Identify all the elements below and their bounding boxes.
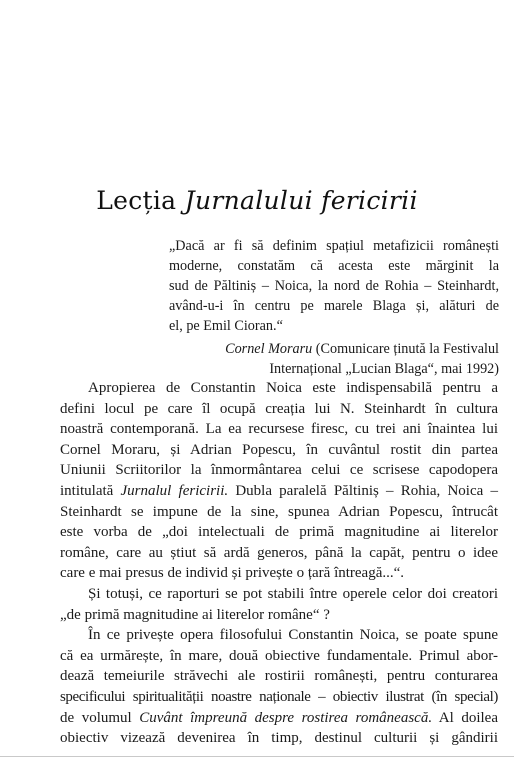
text-line — [60, 481, 498, 502]
text-segment: Al doilea — [432, 709, 498, 726]
text-line: dează temeiurile străvechi ale rostirii românești, pentru conturarea — [60, 668, 498, 685]
epigraph-source-line2: Internațional „Lucian Blaga“, mai 1992) — [269, 361, 499, 377]
book-title-cuvant: Cuvânt împreună despre rostirea românească. — [139, 709, 433, 726]
text-line: În ce privește opera filosofului Constantin Noica, se poate spune — [88, 627, 498, 644]
text-line: defini locul pe care îl ocupă creația lui N. Steinhardt în cultura — [60, 400, 498, 417]
text-line: că ea urmărește, în mare, două obiective fundamentale. Primul abor- — [60, 647, 498, 664]
text-line: Steinhardt se impune de la sine, spunea Adrian Popescu, întrucât — [60, 503, 498, 520]
text-line — [60, 708, 498, 729]
text-line: Uniunii Scriitorilor la înmormântarea celui ce scrisese capodopera — [60, 462, 498, 479]
epigraph-author: Cornel Moraru — [225, 341, 313, 357]
text-line: noastră contemporană. La ea recursese firesc, cu trei ani înaintea lui — [60, 421, 498, 438]
text-line: obiectiv vizează devenirea în timp, destinul culturii și gândirii — [60, 730, 498, 747]
epigraph-line: el, pe Emil Cioran.“ — [169, 318, 283, 334]
text-line: Și totuși, ce raporturi se pot stabili între operele celor doi creatori — [88, 585, 498, 602]
text-line: „de primă magnitudine ai literelor române“ ? — [60, 606, 330, 623]
chapter-title-prefix: Lecția — [96, 186, 185, 215]
epigraph-line: având-u-i în centru pe marele Blaga și, alături de — [169, 298, 499, 314]
text-line: este vorba de „doi intelectuali de primă magnitudine ai literelor — [60, 524, 498, 541]
book-title-jurnalul: Jurnalul fericirii. — [120, 482, 229, 499]
epigraph-source: (Comunicare ținută la Festivalul — [312, 341, 499, 357]
text-line: române, care au știut să ardă generos, până la capăt, pentru o idee — [60, 544, 498, 561]
text-line: care e mai presus de individ și privește o țară întreagă...“. — [60, 565, 405, 582]
chapter-title-italic: Jurnalului fericirii — [184, 186, 418, 215]
text-segment: de volumul — [60, 709, 140, 726]
body-text — [60, 378, 498, 749]
epigraph-line: „Dacă ar fi să definim spațiul metafizicii românești — [169, 238, 499, 254]
chapter-title — [0, 186, 514, 215]
page-bottom-rule — [0, 756, 514, 757]
text-line: Apropierea de Constantin Noica este indispensabilă pentru a — [88, 380, 498, 396]
epigraph-line: sud de Păltiniș – Noica, la nord de Rohia – Steinhardt, — [169, 278, 499, 294]
text-segment: Dubla paralelă Păltiniș – Rohia, Noica – — [228, 482, 498, 499]
text-segment: intitulată — [60, 482, 121, 499]
epigraph-line: moderne, constatăm că acesta este mărginit la — [169, 258, 499, 274]
text-line: specificului spiritualității noastre naționale – obiectiv ilustrat (în special) — [60, 688, 498, 705]
epigraph-attribution — [169, 339, 499, 359]
epigraph — [169, 236, 499, 379]
text-line: Cornel Moraru, și Adrian Popescu, în cuvântul rostit din partea — [60, 441, 498, 458]
